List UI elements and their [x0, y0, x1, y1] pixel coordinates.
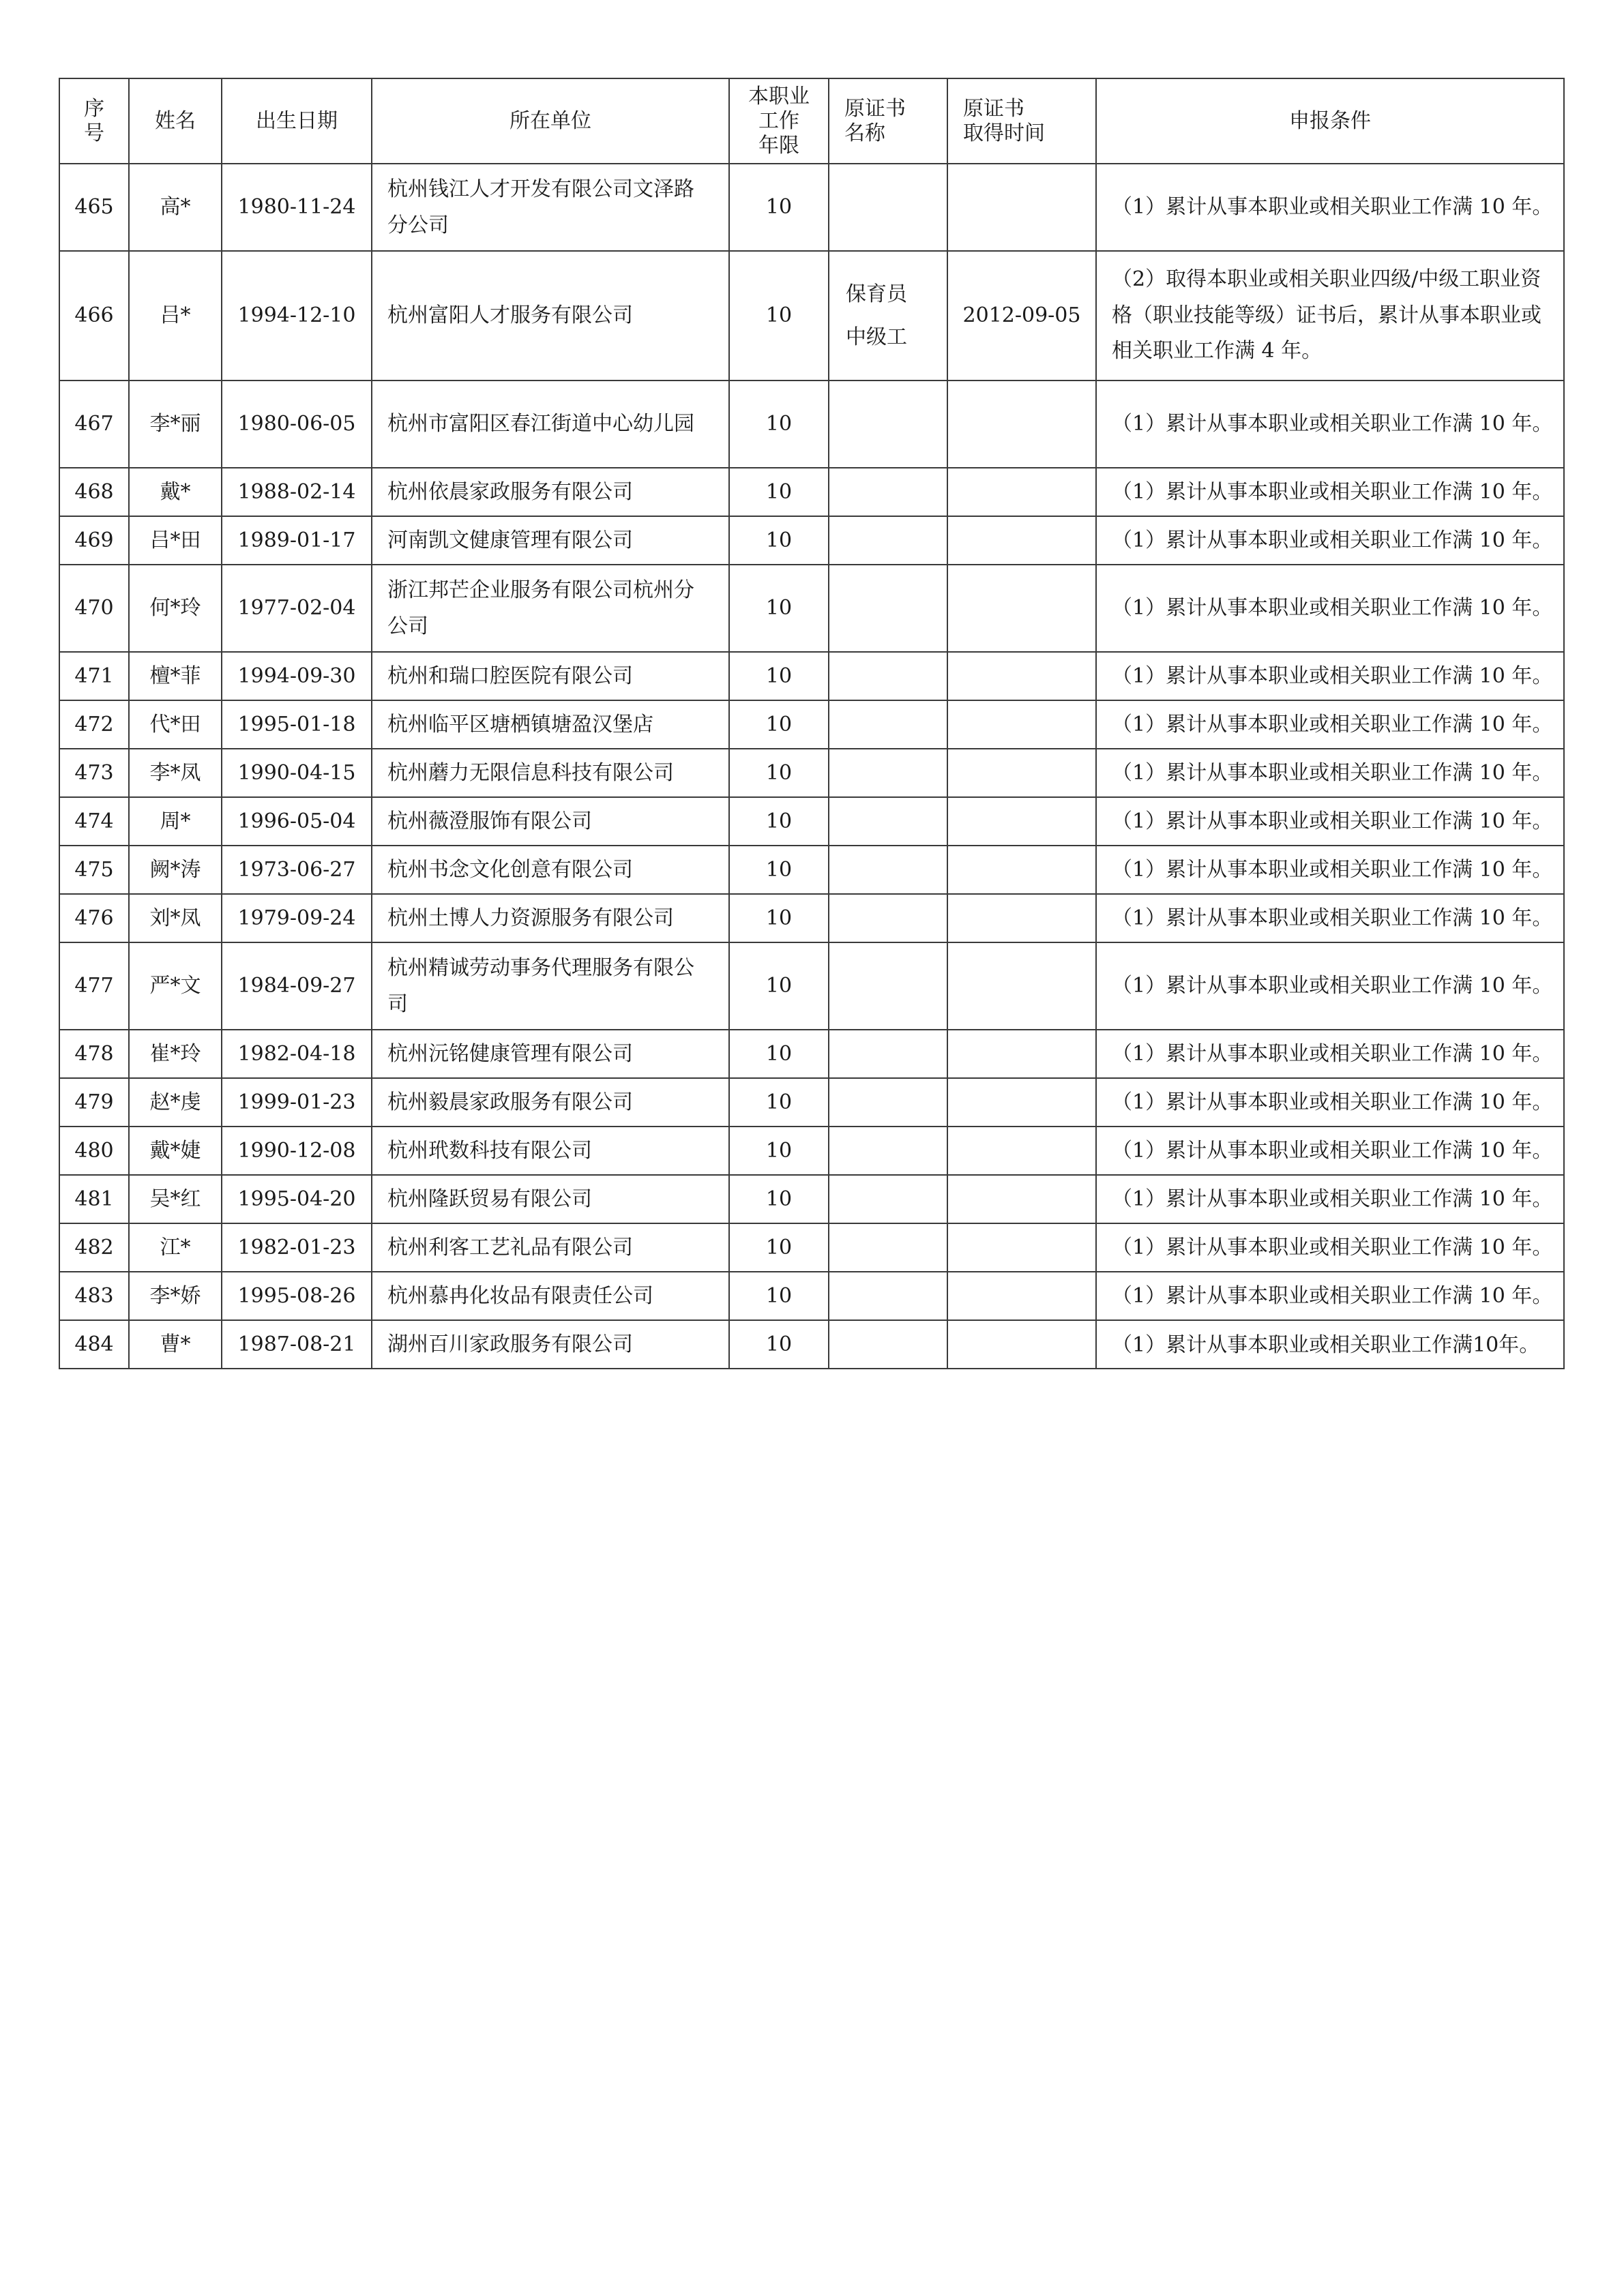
cell-name: 刘*凤: [129, 894, 222, 942]
cell-years: 10: [729, 1030, 829, 1078]
cell-cert-time: [947, 1223, 1096, 1272]
cell-cert-time: 2012-09-05: [947, 251, 1096, 381]
cell-unit: 杭州毅晨家政服务有限公司: [372, 1078, 729, 1127]
cell-conditions: （1）累计从事本职业或相关职业工作满10年。: [1096, 1320, 1564, 1369]
cell-seq: 473: [59, 749, 129, 797]
cell-unit: 杭州玳数科技有限公司: [372, 1127, 729, 1175]
cell-birth: 1977-02-04: [222, 565, 372, 652]
cell-unit: 杭州蘑力无限信息科技有限公司: [372, 749, 729, 797]
cell-conditions: （1）累计从事本职业或相关职业工作满 10 年。: [1096, 894, 1564, 942]
table-row: [59, 164, 1564, 251]
cell-conditions: （1）累计从事本职业或相关职业工作满 10 年。: [1096, 1223, 1564, 1272]
cell-cert-time: [947, 1078, 1096, 1127]
cell-name: 檀*菲: [129, 652, 222, 700]
table-row: [59, 1272, 1564, 1320]
cell-cert-name: [829, 1078, 947, 1127]
cell-unit: 杭州慕冉化妆品有限责任公司: [372, 1272, 729, 1320]
cell-name: 阙*涛: [129, 846, 222, 894]
cell-cert-time: [947, 565, 1096, 652]
cell-cert-time: [947, 894, 1096, 942]
cell-seq: 476: [59, 894, 129, 942]
cell-years: 10: [729, 1272, 829, 1320]
cell-cert-time: [947, 1127, 1096, 1175]
cell-years: 10: [729, 749, 829, 797]
table-row: [59, 942, 1564, 1030]
cell-conditions: （1）累计从事本职业或相关职业工作满 10 年。: [1096, 1272, 1564, 1320]
cell-name: 代*田: [129, 700, 222, 749]
cell-cert-name: [829, 381, 947, 468]
cell-cert-time: [947, 381, 1096, 468]
cell-name: 李*娇: [129, 1272, 222, 1320]
header-conditions: 申报条件: [1096, 78, 1564, 164]
cell-unit: 杭州利客工艺礼品有限公司: [372, 1223, 729, 1272]
cell-name: 吕*: [129, 251, 222, 381]
cell-seq: 472: [59, 700, 129, 749]
cell-cert-time: [947, 846, 1096, 894]
cell-name: 周*: [129, 797, 222, 846]
cell-cert-name: [829, 749, 947, 797]
cell-birth: 1987-08-21: [222, 1320, 372, 1369]
cell-cert-name: [829, 1127, 947, 1175]
cell-cert-name: [829, 652, 947, 700]
cell-name: 严*文: [129, 942, 222, 1030]
cell-birth: 1994-12-10: [222, 251, 372, 381]
cell-birth: 1984-09-27: [222, 942, 372, 1030]
header-cert-time: 原证书 取得时间: [947, 78, 1096, 164]
cell-conditions: （1）累计从事本职业或相关职业工作满 10 年。: [1096, 565, 1564, 652]
cell-cert-time: [947, 942, 1096, 1030]
cell-birth: 1982-04-18: [222, 1030, 372, 1078]
cell-seq: 466: [59, 251, 129, 381]
cell-conditions: （1）累计从事本职业或相关职业工作满 10 年。: [1096, 1127, 1564, 1175]
header-cert-name: 原证书 名称: [829, 78, 947, 164]
cell-seq: 482: [59, 1223, 129, 1272]
cell-birth: 1995-04-20: [222, 1175, 372, 1223]
cell-cert-name: [829, 942, 947, 1030]
table-row: [59, 1127, 1564, 1175]
cell-seq: 479: [59, 1078, 129, 1127]
cell-name: 高*: [129, 164, 222, 251]
cell-name: 戴*婕: [129, 1127, 222, 1175]
cell-cert-name: [829, 1175, 947, 1223]
cell-conditions: （1）累计从事本职业或相关职业工作满 10 年。: [1096, 468, 1564, 516]
cell-birth: 1973-06-27: [222, 846, 372, 894]
cell-cert-time: [947, 652, 1096, 700]
cell-unit: 湖州百川家政服务有限公司: [372, 1320, 729, 1369]
cell-unit: 杭州薇澄服饰有限公司: [372, 797, 729, 846]
cell-conditions: （1）累计从事本职业或相关职业工作满 10 年。: [1096, 1030, 1564, 1078]
cell-cert-time: [947, 1175, 1096, 1223]
table-row: [59, 1175, 1564, 1223]
cell-years: 10: [729, 700, 829, 749]
cell-unit: 河南凯文健康管理有限公司: [372, 516, 729, 565]
cell-seq: 481: [59, 1175, 129, 1223]
cell-seq: 470: [59, 565, 129, 652]
cell-cert-time: [947, 1272, 1096, 1320]
cell-birth: 1980-11-24: [222, 164, 372, 251]
cell-years: 10: [729, 652, 829, 700]
cell-conditions: （1）累计从事本职业或相关职业工作满 10 年。: [1096, 1078, 1564, 1127]
cell-birth: 1996-05-04: [222, 797, 372, 846]
cell-conditions: （1）累计从事本职业或相关职业工作满 10 年。: [1096, 516, 1564, 565]
cell-conditions: （2）取得本职业或相关职业四级/中级工职业资格（职业技能等级）证书后，累计从事本职业或相关职业工作满 4 年。: [1096, 251, 1564, 381]
cell-unit: 杭州土博人力资源服务有限公司: [372, 894, 729, 942]
table-row: [59, 565, 1564, 652]
header-name: 姓名: [129, 78, 222, 164]
cell-birth: 1994-09-30: [222, 652, 372, 700]
cell-birth: 1990-12-08: [222, 1127, 372, 1175]
cell-seq: 474: [59, 797, 129, 846]
cell-cert-name: [829, 700, 947, 749]
cell-conditions: （1）累计从事本职业或相关职业工作满 10 年。: [1096, 942, 1564, 1030]
cell-years: 10: [729, 1127, 829, 1175]
cell-cert-time: [947, 1320, 1096, 1369]
cell-unit: 杭州隆跃贸易有限公司: [372, 1175, 729, 1223]
header-years: 本职业 工作 年限: [729, 78, 829, 164]
cell-name: 吴*红: [129, 1175, 222, 1223]
cell-birth: 1999-01-23: [222, 1078, 372, 1127]
cell-birth: 1995-08-26: [222, 1272, 372, 1320]
cell-name: 李*凤: [129, 749, 222, 797]
header-birth: 出生日期: [222, 78, 372, 164]
table-row: [59, 846, 1564, 894]
cell-cert-name: [829, 565, 947, 652]
cell-conditions: （1）累计从事本职业或相关职业工作满 10 年。: [1096, 749, 1564, 797]
table-row: [59, 797, 1564, 846]
table-row: [59, 251, 1564, 381]
table-body: [59, 164, 1564, 1369]
cell-cert-name: [829, 1223, 947, 1272]
cell-birth: 1982-01-23: [222, 1223, 372, 1272]
cell-name: 曹*: [129, 1320, 222, 1369]
cell-seq: 471: [59, 652, 129, 700]
table-row: [59, 1030, 1564, 1078]
cell-years: 10: [729, 797, 829, 846]
cell-name: 李*丽: [129, 381, 222, 468]
cell-unit: 杭州临平区塘栖镇塘盈汉堡店: [372, 700, 729, 749]
cell-years: 10: [729, 468, 829, 516]
cell-cert-name: [829, 797, 947, 846]
cell-cert-name: [829, 846, 947, 894]
cell-years: 10: [729, 565, 829, 652]
cell-unit: 杭州精诚劳动事务代理服务有限公司: [372, 942, 729, 1030]
cell-conditions: （1）累计从事本职业或相关职业工作满 10 年。: [1096, 797, 1564, 846]
cell-seq: 468: [59, 468, 129, 516]
cell-cert-time: [947, 516, 1096, 565]
cell-years: 10: [729, 894, 829, 942]
cell-years: 10: [729, 164, 829, 251]
cell-birth: 1980-06-05: [222, 381, 372, 468]
table-row: [59, 1223, 1564, 1272]
table-row: [59, 652, 1564, 700]
table-row: [59, 381, 1564, 468]
cell-name: 赵*虔: [129, 1078, 222, 1127]
table-row: [59, 468, 1564, 516]
cell-cert-time: [947, 700, 1096, 749]
cell-seq: 483: [59, 1272, 129, 1320]
applicant-table: [59, 78, 1565, 1369]
cell-cert-name: [829, 1272, 947, 1320]
cell-name: 江*: [129, 1223, 222, 1272]
cell-unit: 杭州沅铭健康管理有限公司: [372, 1030, 729, 1078]
cell-cert-time: [947, 749, 1096, 797]
cell-cert-time: [947, 1030, 1096, 1078]
cell-birth: 1995-01-18: [222, 700, 372, 749]
table-row: [59, 749, 1564, 797]
cell-cert-time: [947, 164, 1096, 251]
cell-birth: 1988-02-14: [222, 468, 372, 516]
cell-unit: 杭州依晨家政服务有限公司: [372, 468, 729, 516]
cell-seq: 480: [59, 1127, 129, 1175]
cell-seq: 478: [59, 1030, 129, 1078]
cell-unit: 杭州市富阳区春江街道中心幼儿园: [372, 381, 729, 468]
cell-unit: 杭州富阳人才服务有限公司: [372, 251, 729, 381]
cell-seq: 484: [59, 1320, 129, 1369]
cell-years: 10: [729, 1078, 829, 1127]
cell-birth: 1989-01-17: [222, 516, 372, 565]
cell-name: 崔*玲: [129, 1030, 222, 1078]
header-unit: 所在单位: [372, 78, 729, 164]
table-row: [59, 700, 1564, 749]
cell-unit: 杭州和瑞口腔医院有限公司: [372, 652, 729, 700]
cell-years: 10: [729, 516, 829, 565]
cell-seq: 467: [59, 381, 129, 468]
cell-cert-time: [947, 797, 1096, 846]
cell-birth: 1979-09-24: [222, 894, 372, 942]
table-row: [59, 1078, 1564, 1127]
cell-name: 何*玲: [129, 565, 222, 652]
cell-birth: 1990-04-15: [222, 749, 372, 797]
cell-cert-name: [829, 1030, 947, 1078]
table-row: [59, 516, 1564, 565]
cell-cert-time: [947, 468, 1096, 516]
cell-seq: 475: [59, 846, 129, 894]
cell-seq: 469: [59, 516, 129, 565]
cell-conditions: （1）累计从事本职业或相关职业工作满 10 年。: [1096, 700, 1564, 749]
cell-years: 10: [729, 846, 829, 894]
cell-unit: 杭州书念文化创意有限公司: [372, 846, 729, 894]
cell-conditions: （1）累计从事本职业或相关职业工作满 10 年。: [1096, 164, 1564, 251]
cell-years: 10: [729, 1320, 829, 1369]
table-row: [59, 894, 1564, 942]
cell-conditions: （1）累计从事本职业或相关职业工作满 10 年。: [1096, 381, 1564, 468]
cell-years: 10: [729, 1175, 829, 1223]
cell-conditions: （1）累计从事本职业或相关职业工作满 10 年。: [1096, 652, 1564, 700]
cell-years: 10: [729, 251, 829, 381]
cell-conditions: （1）累计从事本职业或相关职业工作满 10 年。: [1096, 1175, 1564, 1223]
header-seq: 序 号: [59, 78, 129, 164]
cell-cert-name: [829, 164, 947, 251]
cell-cert-name: [829, 894, 947, 942]
cell-cert-name: [829, 516, 947, 565]
cell-cert-name: [829, 1320, 947, 1369]
cell-unit: 浙江邦芒企业服务有限公司杭州分公司: [372, 565, 729, 652]
cell-name: 戴*: [129, 468, 222, 516]
cell-years: 10: [729, 1223, 829, 1272]
cell-years: 10: [729, 381, 829, 468]
table-row: [59, 1320, 1564, 1369]
cell-seq: 477: [59, 942, 129, 1030]
cell-cert-name: 保育员 中级工: [829, 251, 947, 381]
cell-name: 吕*田: [129, 516, 222, 565]
cell-seq: 465: [59, 164, 129, 251]
cell-cert-name: [829, 468, 947, 516]
cell-unit: 杭州钱江人才开发有限公司文泽路分公司: [372, 164, 729, 251]
table-header-row: [59, 78, 1564, 164]
cell-years: 10: [729, 942, 829, 1030]
cell-conditions: （1）累计从事本职业或相关职业工作满 10 年。: [1096, 846, 1564, 894]
